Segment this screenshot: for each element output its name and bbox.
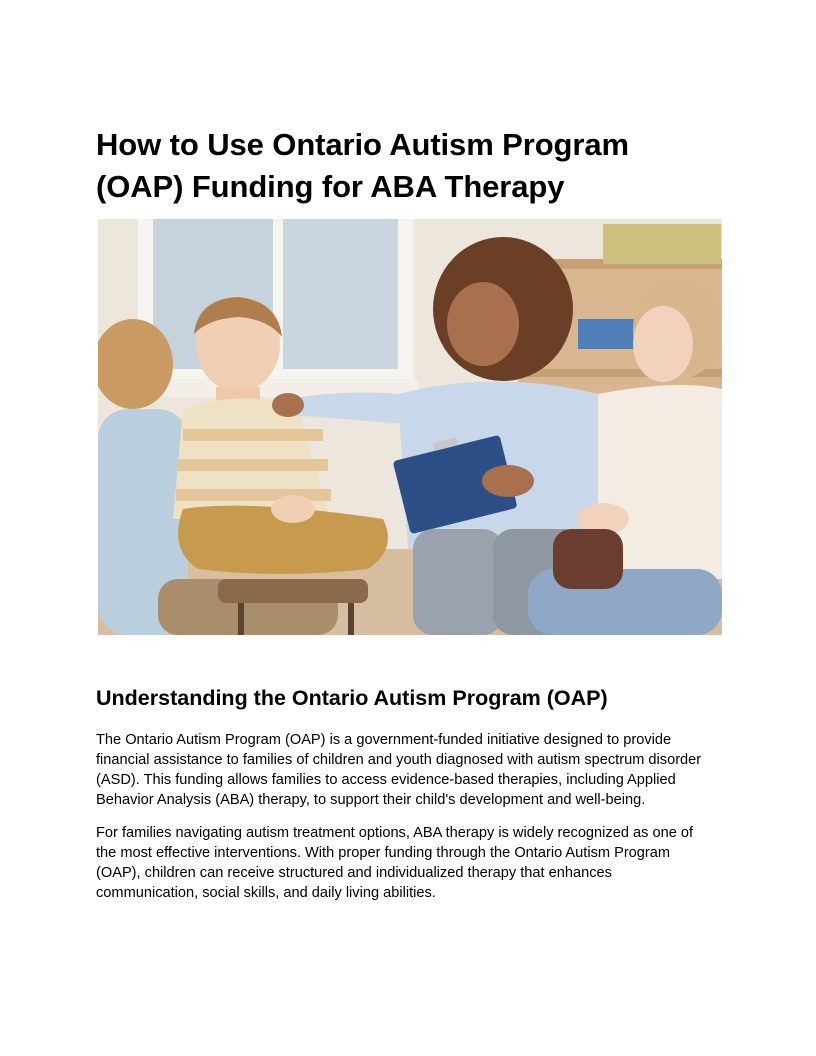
page-title-line-1: How to Use Ontario Autism Program <box>96 127 629 162</box>
paragraph-line: For families navigating autism treatment options, ABA therapy is widely recognized as one of <box>96 825 694 841</box>
paragraph-line: (ASD). This funding allows families to access evidence-based therapies, including Applied <box>96 772 676 788</box>
paragraph-line: (OAP), children can receive structured and individualized therapy that enhances <box>96 865 612 881</box>
paragraph-line: Behavior Analysis (ABA) therapy, to support their child's development and well-being. <box>96 792 646 808</box>
page-title <box>96 124 736 208</box>
paragraph-aba-effectiveness <box>96 823 721 903</box>
section-heading: Understanding the Ontario Autism Program (OAP) <box>96 686 608 710</box>
paragraph-oap-overview <box>96 730 721 810</box>
therapy-session-illustration <box>98 219 722 635</box>
paragraph-line: The Ontario Autism Program (OAP) is a government-funded initiative designed to provide <box>96 732 672 748</box>
paragraph-line: communication, social skills, and daily living abilities. <box>96 885 436 901</box>
paragraph-line: the most effective interventions. With proper funding through the Ontario Autism Program <box>96 845 671 861</box>
hero-photo <box>98 219 722 635</box>
page-title-line-2: (OAP) Funding for ABA Therapy <box>96 169 565 204</box>
paragraph-line: financial assistance to families of children and youth diagnosed with autism spectrum disorder <box>96 752 702 768</box>
